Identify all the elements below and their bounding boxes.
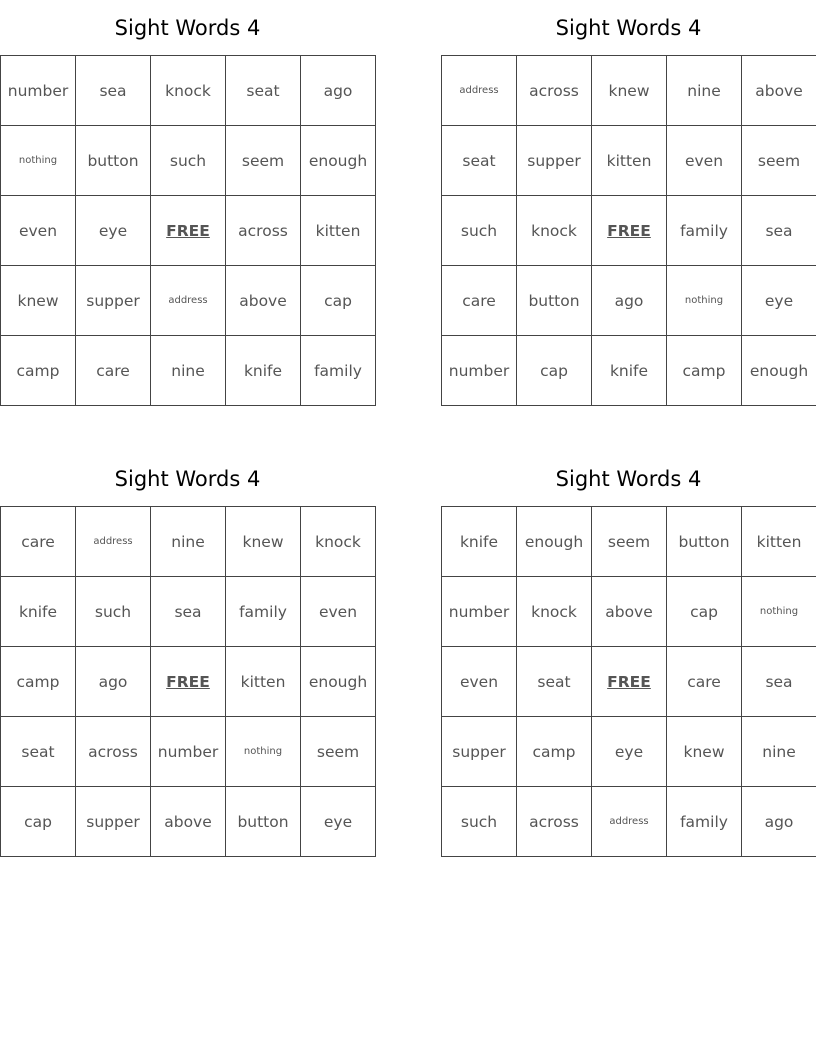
word-cell: number [442, 577, 517, 647]
card-title: Sight Words 4 [555, 16, 702, 40]
word-cell: care [442, 266, 517, 336]
word-cell: knock [151, 56, 226, 126]
word-cell: sea [742, 647, 816, 717]
word-cell: eye [76, 196, 151, 266]
grid-row [442, 787, 816, 857]
word-cell: enough [517, 507, 592, 577]
word-cell: nothing [1, 126, 76, 196]
word-cell: such [151, 126, 226, 196]
word-cell: camp [667, 336, 742, 406]
word-cell: care [1, 507, 76, 577]
word-cell: knife [442, 507, 517, 577]
grid-row [1, 126, 376, 196]
word-cell: kitten [742, 507, 816, 577]
word-cell: number [1, 56, 76, 126]
word-cell: address [151, 266, 226, 336]
word-cell: cap [667, 577, 742, 647]
word-cell: seem [226, 126, 301, 196]
grid-row [1, 647, 376, 717]
word-cell: nothing [226, 717, 301, 787]
free-space-cell: FREE [592, 647, 667, 717]
word-cell: nothing [667, 266, 742, 336]
bingo-grid [441, 506, 816, 857]
word-cell: care [76, 336, 151, 406]
word-cell: ago [592, 266, 667, 336]
grid-row [442, 126, 816, 196]
word-cell: ago [301, 56, 376, 126]
word-cell: ago [76, 647, 151, 717]
word-cell: sea [76, 56, 151, 126]
bingo-grid [0, 55, 376, 406]
card-title: Sight Words 4 [114, 467, 261, 491]
word-cell: camp [1, 336, 76, 406]
word-cell: such [442, 196, 517, 266]
word-cell: supper [76, 266, 151, 336]
word-cell: sea [742, 196, 816, 266]
word-cell: supper [76, 787, 151, 857]
word-cell: seat [442, 126, 517, 196]
grid-row [442, 507, 816, 577]
word-cell: care [667, 647, 742, 717]
bingo-grid [441, 55, 816, 406]
word-cell: such [76, 577, 151, 647]
word-cell: such [442, 787, 517, 857]
word-cell: seat [226, 56, 301, 126]
grid-row [442, 196, 816, 266]
word-cell: above [742, 56, 816, 126]
word-cell: address [592, 787, 667, 857]
word-cell: nine [742, 717, 816, 787]
word-cell: eye [301, 787, 376, 857]
word-cell: ago [742, 787, 816, 857]
word-cell: seem [301, 717, 376, 787]
word-cell: supper [517, 126, 592, 196]
grid-row [1, 787, 376, 857]
grid-row [1, 507, 376, 577]
word-cell: family [226, 577, 301, 647]
word-cell: across [517, 56, 592, 126]
word-cell: nine [667, 56, 742, 126]
word-cell: knew [667, 717, 742, 787]
word-cell: eye [742, 266, 816, 336]
word-cell: address [442, 56, 517, 126]
word-cell: nothing [742, 577, 816, 647]
grid-row [442, 56, 816, 126]
word-cell: button [76, 126, 151, 196]
grid-row [1, 717, 376, 787]
word-cell: eye [592, 717, 667, 787]
word-cell: above [592, 577, 667, 647]
word-cell: number [151, 717, 226, 787]
word-cell: across [517, 787, 592, 857]
word-cell: seat [1, 717, 76, 787]
word-cell: above [151, 787, 226, 857]
word-cell: supper [442, 717, 517, 787]
word-cell: button [517, 266, 592, 336]
grid-row [442, 647, 816, 717]
bingo-grid [0, 506, 376, 857]
word-cell: knife [1, 577, 76, 647]
word-cell: button [226, 787, 301, 857]
word-cell: kitten [226, 647, 301, 717]
word-cell: address [76, 507, 151, 577]
grid-row [442, 717, 816, 787]
word-cell: camp [517, 717, 592, 787]
card-title: Sight Words 4 [555, 467, 702, 491]
word-cell: kitten [301, 196, 376, 266]
word-cell: across [226, 196, 301, 266]
word-cell: enough [301, 647, 376, 717]
word-cell: knew [1, 266, 76, 336]
word-cell: even [1, 196, 76, 266]
word-cell: nine [151, 336, 226, 406]
word-cell: knock [517, 196, 592, 266]
grid-row [442, 266, 816, 336]
grid-row [1, 196, 376, 266]
word-cell: button [667, 507, 742, 577]
word-cell: even [442, 647, 517, 717]
word-cell: above [226, 266, 301, 336]
word-cell: even [301, 577, 376, 647]
word-cell: cap [517, 336, 592, 406]
word-cell: cap [1, 787, 76, 857]
word-cell: knock [517, 577, 592, 647]
card-title: Sight Words 4 [114, 16, 261, 40]
grid-row [442, 336, 816, 406]
word-cell: knew [592, 56, 667, 126]
word-cell: across [76, 717, 151, 787]
free-space-cell: FREE [592, 196, 667, 266]
word-cell: seat [517, 647, 592, 717]
word-cell: number [442, 336, 517, 406]
word-cell: knife [592, 336, 667, 406]
word-cell: knock [301, 507, 376, 577]
grid-row [442, 577, 816, 647]
grid-row [1, 577, 376, 647]
word-cell: enough [301, 126, 376, 196]
word-cell: seem [592, 507, 667, 577]
grid-row [1, 56, 376, 126]
free-space-cell: FREE [151, 647, 226, 717]
grid-row [1, 336, 376, 406]
word-cell: even [667, 126, 742, 196]
free-space-cell: FREE [151, 196, 226, 266]
word-cell: family [301, 336, 376, 406]
word-cell: enough [742, 336, 816, 406]
word-cell: knife [226, 336, 301, 406]
word-cell: knew [226, 507, 301, 577]
word-cell: family [667, 787, 742, 857]
word-cell: sea [151, 577, 226, 647]
word-cell: seem [742, 126, 816, 196]
word-cell: camp [1, 647, 76, 717]
word-cell: cap [301, 266, 376, 336]
grid-row [1, 266, 376, 336]
word-cell: kitten [592, 126, 667, 196]
word-cell: nine [151, 507, 226, 577]
word-cell: family [667, 196, 742, 266]
